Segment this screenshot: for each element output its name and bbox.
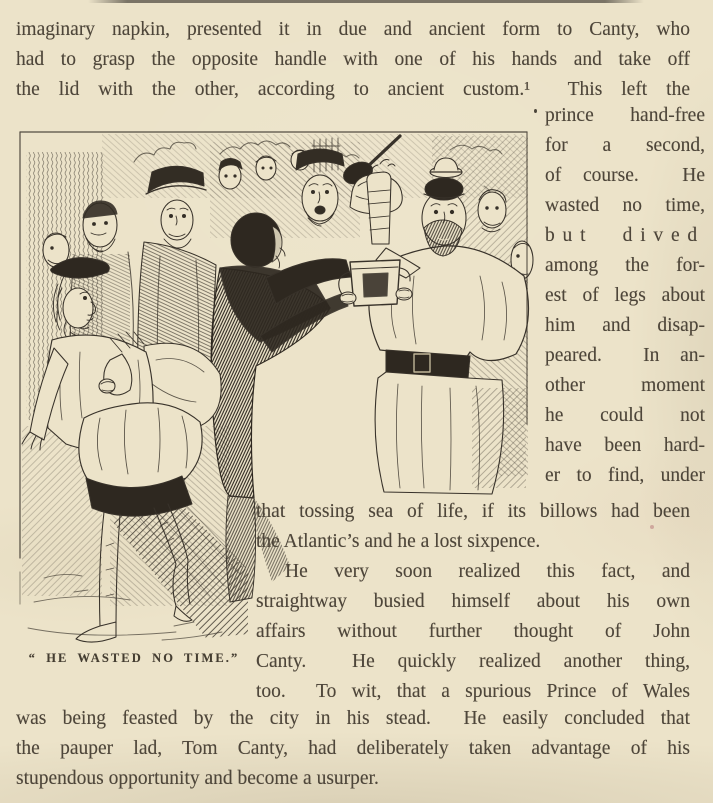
page-scan-edge — [88, 0, 644, 3]
text-line: affairs without further thought of John — [256, 621, 690, 642]
text-line: had to grasp the opposite handle with one of his hands and take off — [16, 49, 690, 70]
text-line: have been hard- — [545, 435, 705, 456]
text-line: straightway busied himself about his own — [256, 591, 690, 612]
text-line: er to find, under — [545, 465, 705, 486]
text-line: the Atlantic’s and he a lost sixpence. — [256, 531, 541, 552]
text-line: est of legs about — [545, 285, 705, 306]
text-line: wasted no time, — [545, 195, 705, 216]
text-line: imaginary napkin, presented it in due and ancient form to Canty, who — [16, 19, 690, 40]
text-line: of course. He — [545, 165, 705, 186]
text-column-mid — [256, 497, 690, 707]
text-line: peared. In an- — [545, 345, 705, 366]
text-line: the lid with the other, according to ancient custom.¹ This left the — [16, 79, 690, 100]
text-line: but dived — [545, 225, 705, 246]
text-line: other moment — [545, 375, 705, 396]
text-line: among the for- — [545, 255, 705, 276]
paragraph-bottom — [16, 704, 690, 794]
text-line: too. To wit, that a spurious Prince of Wales — [256, 681, 690, 702]
text-line: he could not — [545, 405, 705, 426]
text-line: stupendous opportunity and become a usurper. — [16, 768, 379, 789]
text-line: was being feasted by the city in his stead. He easily concluded that — [16, 708, 690, 729]
paragraph-top — [16, 15, 690, 105]
text-line: Canty. He quickly realized another thing, — [256, 651, 690, 672]
text-line: that tossing sea of life, if its billows had been — [256, 501, 690, 522]
text-line: He very soon realized this fact, and — [285, 561, 690, 582]
text-line: the pauper lad, Tom Canty, had deliberately taken advantage of his — [16, 738, 690, 759]
text-line: him and disap- — [545, 315, 705, 336]
figure-caption: “ HE WASTED NO TIME.” — [28, 651, 240, 665]
ink-speck — [534, 109, 537, 113]
text-column-right — [545, 101, 705, 491]
text-line: for a second, — [545, 135, 705, 156]
text-line: prince hand-free — [545, 105, 705, 126]
